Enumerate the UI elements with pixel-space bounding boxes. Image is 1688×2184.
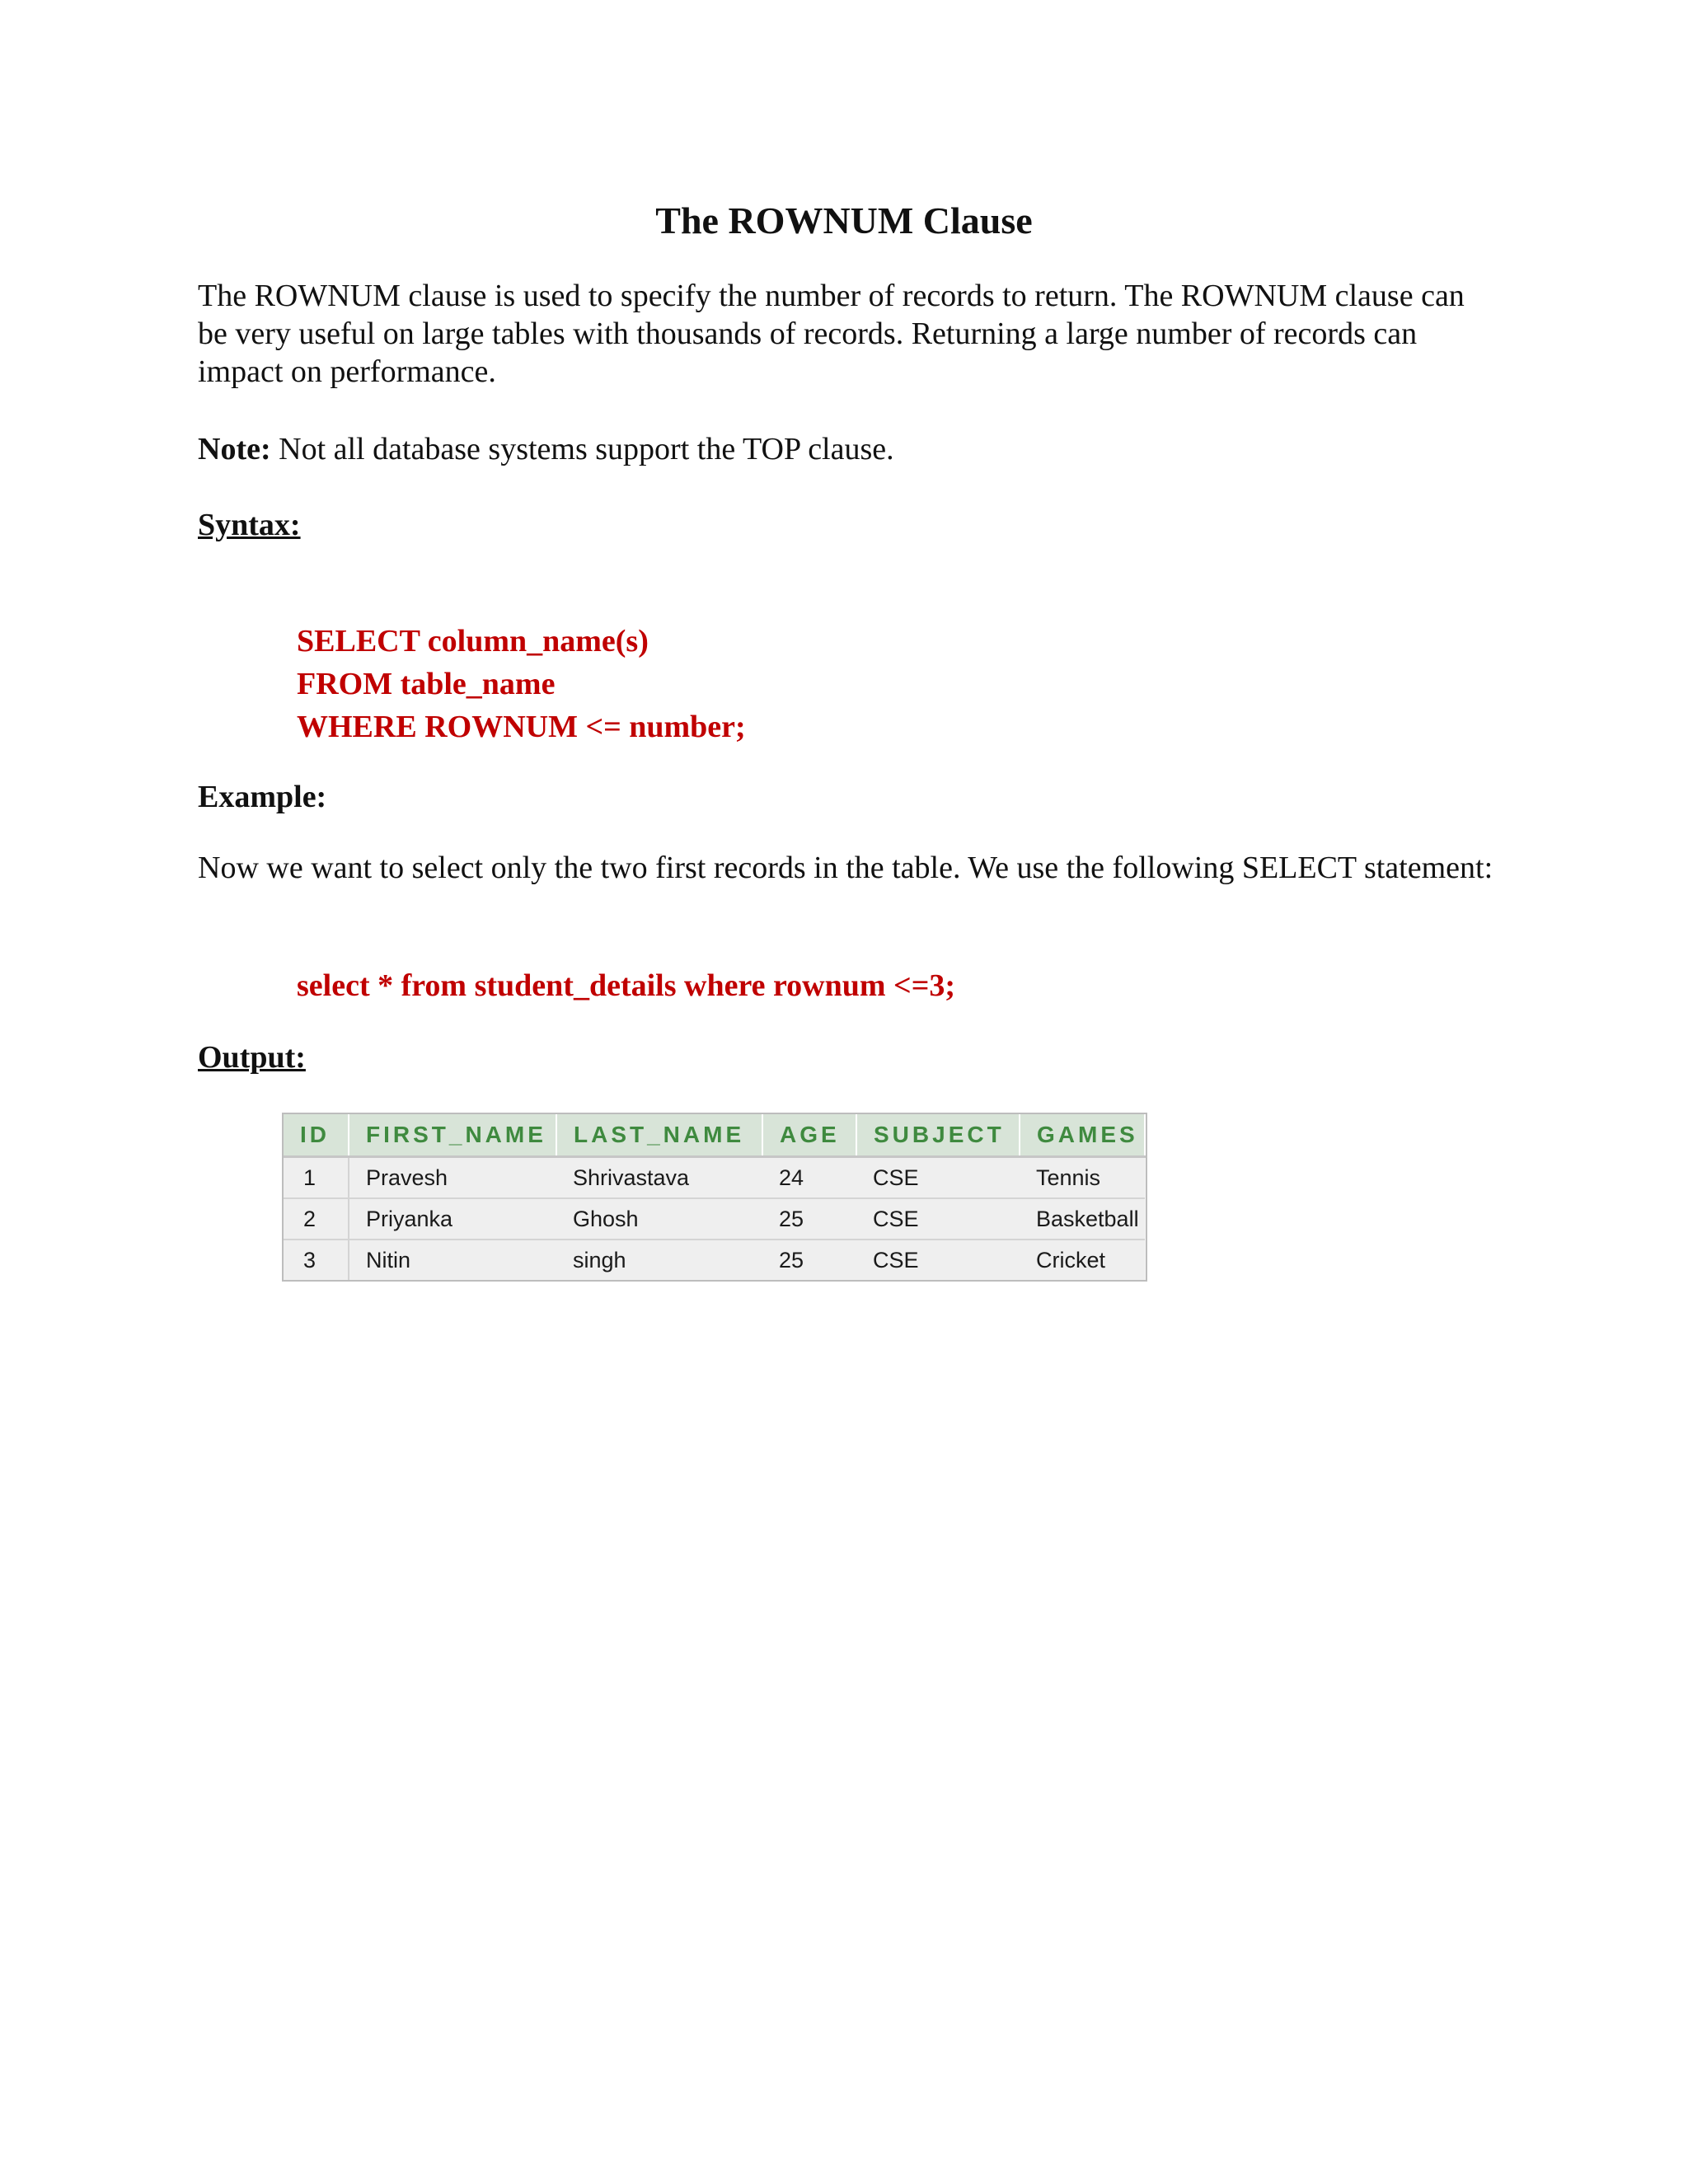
example-code-block — [297, 964, 955, 1007]
syntax-code-line: FROM table_name — [297, 667, 556, 701]
cell-last-name: Ghosh — [556, 1198, 762, 1240]
cell-age: 25 — [762, 1198, 856, 1240]
output-table — [284, 1114, 1146, 1280]
cell-first-name: Pravesh — [349, 1157, 556, 1199]
syntax-heading: Syntax: — [198, 508, 301, 542]
syntax-code-block — [297, 620, 746, 748]
cell-games: Cricket — [1020, 1240, 1145, 1280]
syntax-code-line: WHERE ROWNUM <= number; — [297, 710, 746, 744]
table-row — [284, 1157, 1145, 1199]
cell-subject: CSE — [856, 1240, 1020, 1280]
cell-subject: CSE — [856, 1198, 1020, 1240]
cell-last-name: singh — [556, 1240, 762, 1280]
cell-age: 25 — [762, 1240, 856, 1280]
cell-games: Tennis — [1020, 1157, 1145, 1199]
column-header-last-name: LAST_NAME — [556, 1114, 762, 1157]
column-header-games: GAMES — [1020, 1114, 1145, 1157]
cell-id: 1 — [284, 1157, 349, 1199]
note-paragraph — [198, 430, 1500, 468]
column-header-id: ID — [284, 1114, 349, 1157]
cell-first-name: Priyanka — [349, 1198, 556, 1240]
output-table-container — [282, 1113, 1147, 1282]
cell-id: 3 — [284, 1240, 349, 1280]
example-paragraph: Now we want to select only the two first records in the table. We use the following SELECT statement: — [198, 851, 1493, 885]
output-heading: Output: — [198, 1040, 306, 1075]
cell-age: 24 — [762, 1157, 856, 1199]
table-row — [284, 1198, 1145, 1240]
note-label: Note: — [198, 432, 271, 466]
table-row — [284, 1240, 1145, 1280]
column-header-first-name: FIRST_NAME — [349, 1114, 556, 1157]
example-code-line: select * from student_details where rownum <=3; — [297, 968, 956, 1003]
column-header-subject: SUBJECT — [856, 1114, 1020, 1157]
page-title: The ROWNUM Clause — [655, 199, 1033, 241]
example-heading: Example: — [198, 780, 327, 814]
note-text: Not all database systems support the TOP clause. — [270, 432, 894, 466]
cell-last-name: Shrivastava — [556, 1157, 762, 1199]
table-header-row — [284, 1114, 1145, 1157]
syntax-code-line: SELECT column_name(s) — [297, 624, 649, 658]
cell-subject: CSE — [856, 1157, 1020, 1199]
intro-paragraph: The ROWNUM clause is used to specify the number of records to return. The ROWNUM clause can be very useful on large tables with thousands of records. Returning a large number of records can impact on performance. — [198, 279, 1465, 389]
cell-first-name: Nitin — [349, 1240, 556, 1280]
cell-id: 2 — [284, 1198, 349, 1240]
column-header-age: AGE — [762, 1114, 856, 1157]
cell-games: Basketball — [1020, 1198, 1145, 1240]
